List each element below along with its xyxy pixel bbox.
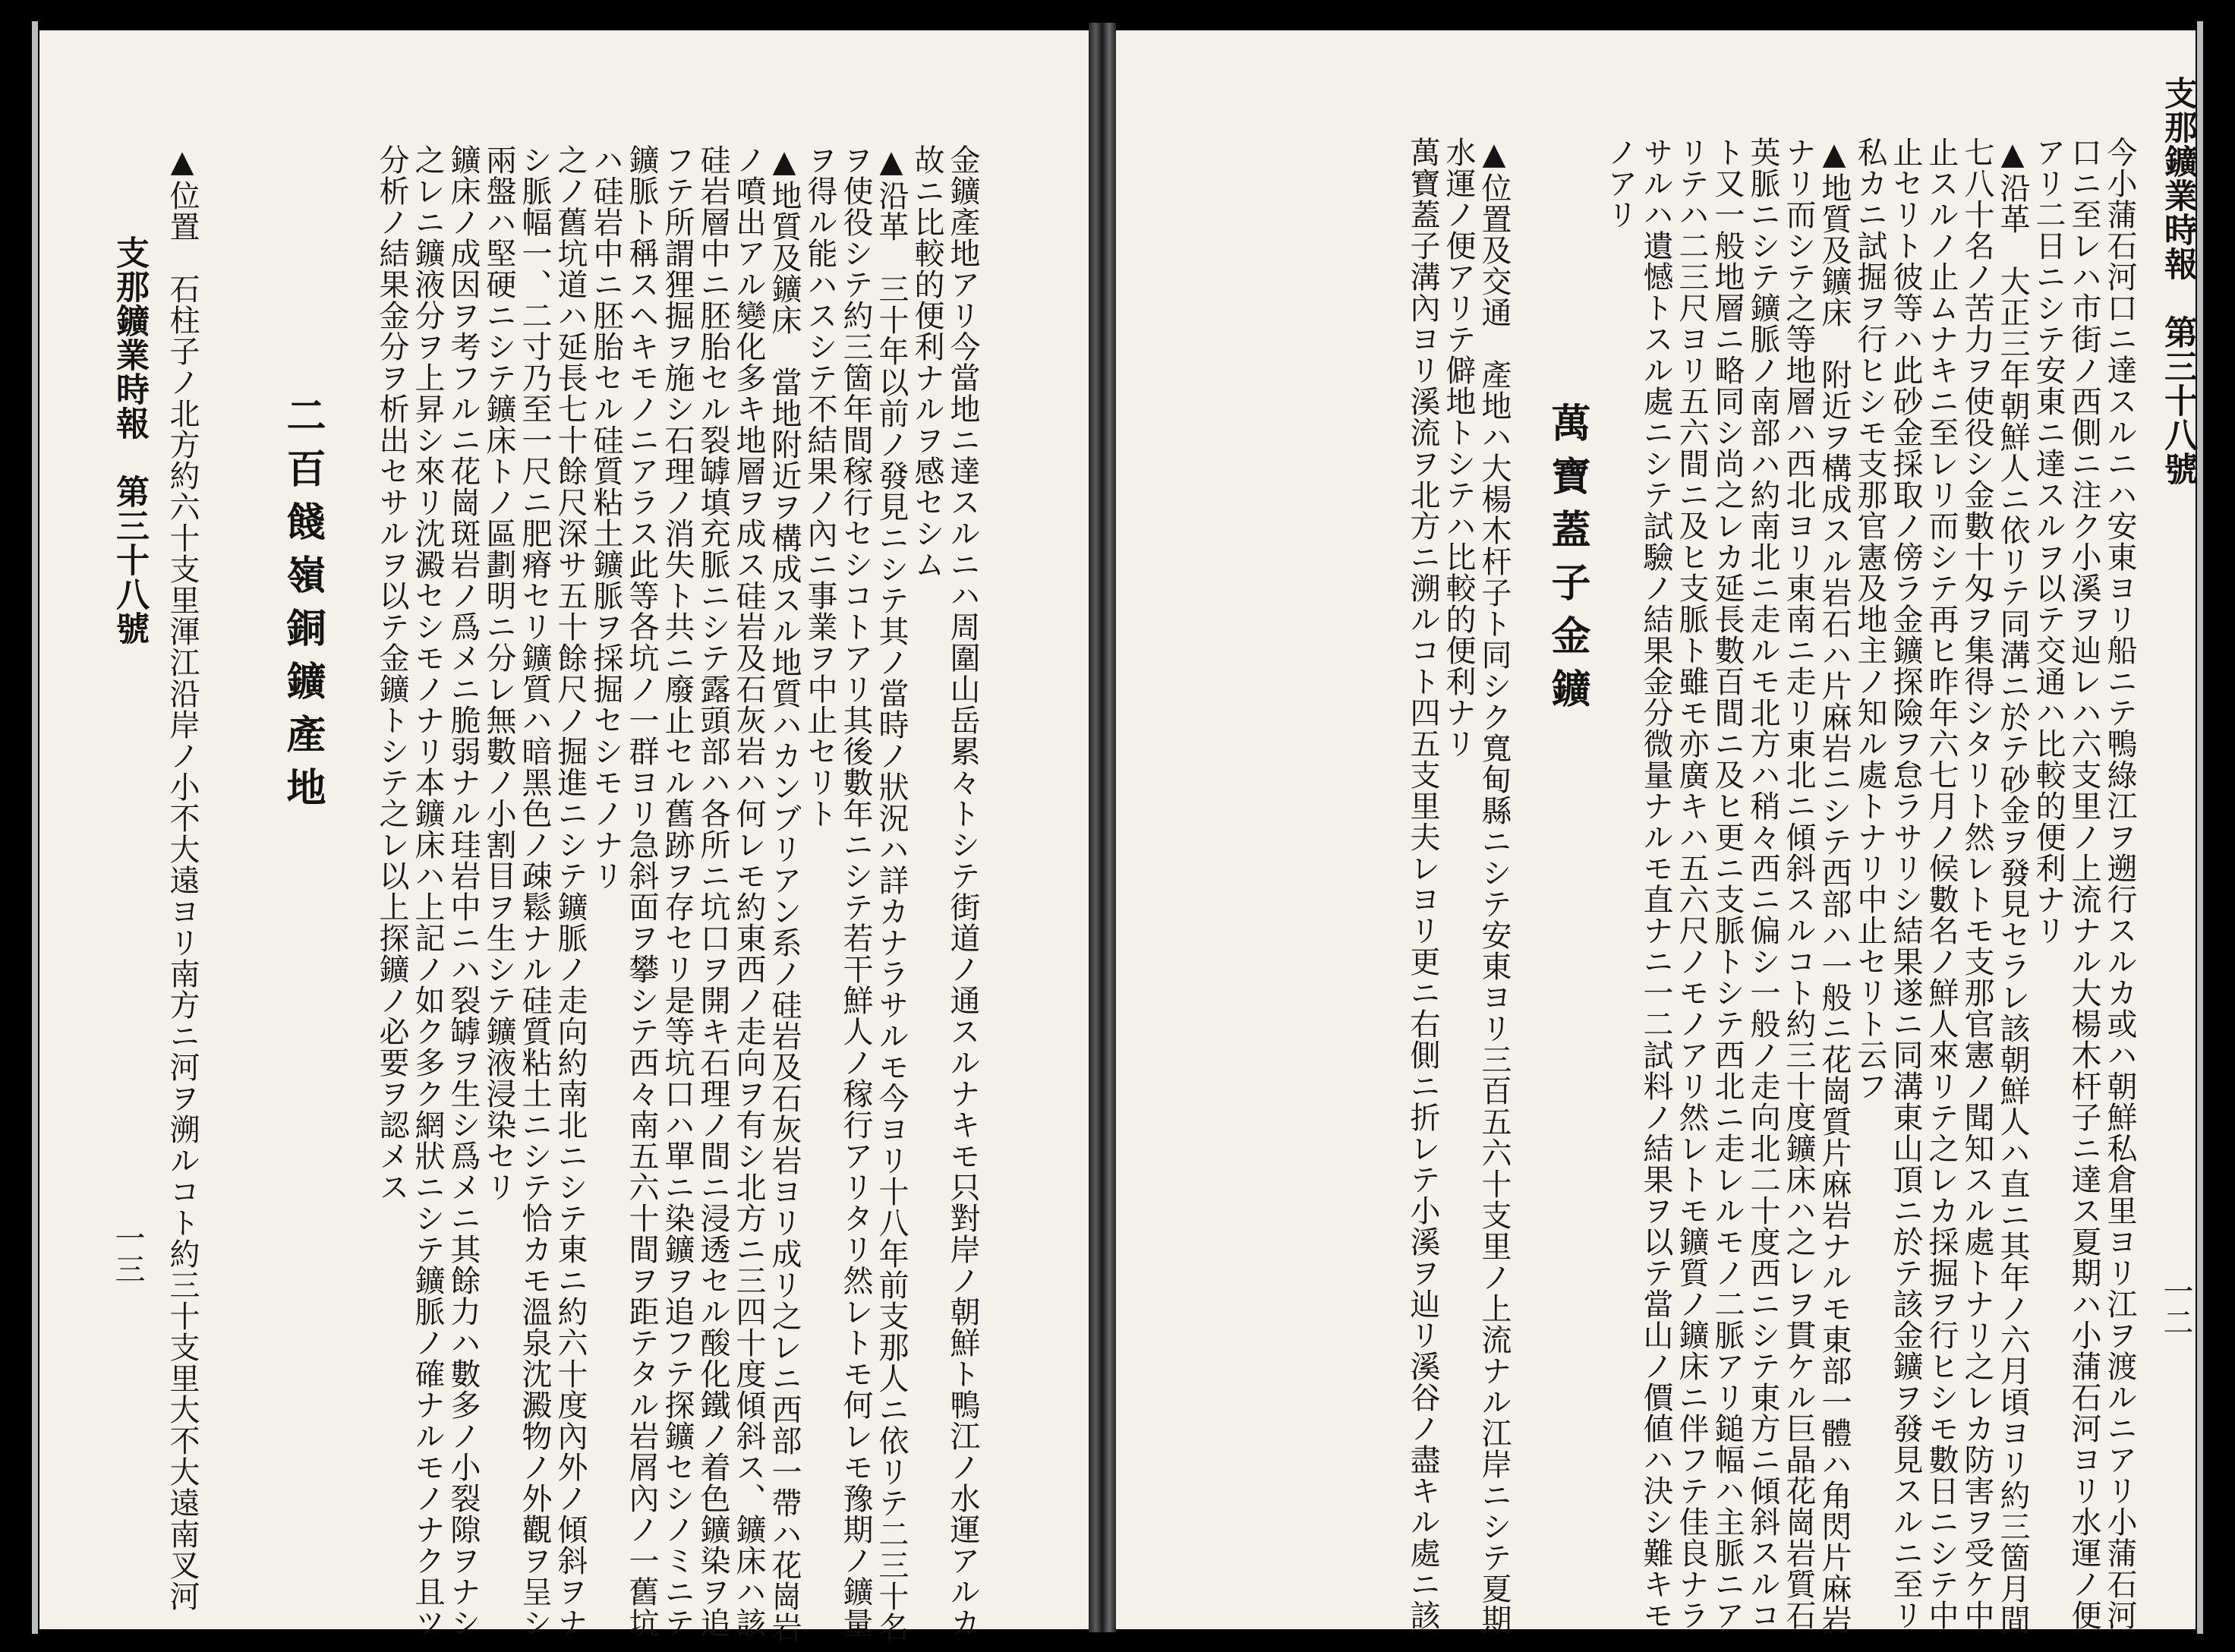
text-line: ナリ而シテ之等地層ハ西北ヨリ東南ニ走リ東北ニ傾斜スルコト約三十度鑛床ハ之レヲ貫ケル巨晶花崗岩質石 [1781,137,1816,1631]
text-line: ヲ得ル能ハスシテ不結果ノ內ニ事業ヲ中止セリト [802,144,837,829]
text-line: ハ硅岩中ニ胚胎セル硅質粘土鑛脈ヲ採掘セシモノナリ [588,144,623,891]
text-line: 私カニ試掘ヲ行ヒシモ支那官憲及地主ノ知ル處トナリ中止セリト云フ [1852,137,1887,1102]
text-line: 之ノ舊坑道ハ延長七十餘尺深サ五十餘尺ノ掘進ニシテ鑛脈ノ走向約南北ニシテ東ニ約六十度內外ノ傾斜ヲナ [553,144,588,1638]
text-line: 之レニ鑛液分ヲ上昇シ來リ沈澱セシモノナリ本鑛床ハ上記ノ如ク多ク網狀ニシテ鑛脈ノ確ナルモノナク且ツ [410,144,445,1638]
text-line: 兩盤ハ堅硬ニシテ鑛床トノ區劃明ニ分レ無數ノ小割目ヲ生シテ鑛液浸染セリ [481,144,516,1203]
text-line: 止スルノ止ムナキニ至レリ而シテ再ヒ昨年六七月ノ候數名ノ鮮人來リテ之レカ採掘ヲ行ヒシモ數日ニシテ中 [1924,137,1959,1631]
text-line: 止セリト彼等ハ此砂金採取ノ傍ラ金鑛探險ヲ怠ラサリシ結果遂ニ同溝東山頂ニ於テ該金鑛ヲ發見スルニ至リ [1888,137,1923,1631]
text-line: 鑛脈ト稱スヘキモノニアラス此等各坑ノ一群ヨリ急斜面ヲ攀シテ西々南五六十間ヲ距テタル岩屑內ノ一舊坑 [624,144,659,1638]
text-line: ト又一般地層ニ略同シ尚之レカ延長數百間ニ及ヒ更ニ支脈トシテ西北ニ走レルモノ二脈アリ鎚幅ハ主脈ニア [1710,137,1745,1631]
text-line: ▲地質及鑛床 附近ヲ構成スル岩石ハ片麻岩ニシテ西部ハ一般ニ花崗質片麻岩ナルモ東部一體ハ角閃片麻岩 [1817,137,1852,1635]
page-number: 一三 [110,1222,145,1285]
running-header: 支那鑛業時報 第三十八號 [2158,76,2197,486]
text-line: 故ニ比較的便利ナルヲ感セシム [909,144,944,580]
text-line: 英脈ニシテ鑛脈ノ南部ハ約南北ニ走ルモ北方ハ稍々西ニ偏シ一般ノ走向北二十度西ニシテ東方ニ傾斜スルコ [1745,137,1780,1631]
text-line: シ脈幅一、二寸乃至一尺ニ肥瘠セリ鑛質ハ暗黑色ノ疎鬆ナル硅質粘土ニシテ恰カモ溫泉沈澱物ノ外觀ヲ呈シ [517,144,552,1638]
text-line: ノアリ [1603,137,1638,230]
text-line: 七八十名ノ苦力ヲ使役シ金數十匁ヲ集得シタリト然レトモ支那官憲ノ聞知スル處トナリ之レカ防害ヲ受ケ中 [1959,137,1994,1631]
text-line: リテハ二三尺ヨリ五六間ニ及ヒ支脈ト雖モ亦廣キハ五六尺ノモノアリ然レトモ鑛質ノ鑛床ニ伴フテ佳良ナラ [1674,137,1709,1631]
text-line: ▲位置 石柱子ノ北方約六十支里渾江沿岸ノ小不大遠ヨリ南方ニ河ヲ溯ルコト約三十支里大不大遠南叉河 [165,144,200,1612]
section-title: 萬寶蓋子金鑛 [1544,402,1590,721]
text-line: フテ所謂狸掘ヲ施シ石理ノ消失ト共ニ廢止セル舊跡ヲ存セリ是等坑口ハ單ニ染鑛ヲ追フテ探鑛セシノミニテ [660,144,695,1638]
text-line: ▲沿革 三十年以前ノ發見ニシテ其ノ當時ノ狀況ハ詳カナラサルモ今ヨリ十八年前支那人ニ依リテ二三十名 [874,144,909,1643]
page-edge-right [2197,21,2203,1634]
text-line: ▲位置及交通 產地ハ大楊木杆子ト同シク寬甸縣ニシテ安東ヨリ三百五六十支里ノ上流ナル江岸ニシテ夏期 [1477,137,1512,1635]
running-footer: 支那鑛業時報 第三十八號 [110,235,149,645]
section-title: 二百餞嶺銅鑛產地 [279,395,326,820]
left-page [39,30,1089,1643]
right-page [1116,30,2197,1635]
text-line: ヲ使役シテ約三箇年間稼行セシコトアリ其後數年ニシテ若干鮮人ノ稼行アリタリ然レトモ何レモ豫期ノ鑛量 [838,144,873,1638]
text-line: 硅岩層中ニ胚胎セル裂罅填充脈ニシテ露頭部ハ各所ニ坑口ヲ開キ石理ノ間ニ浸透セル酸化鐵ノ着色鑛染ヲ追 [695,144,730,1638]
text-line: ▲沿革 大正三年朝鮮人ニ依リテ同溝ニ於テ砂金ヲ發見セラレ該朝鮮人ハ直ニ其年ノ六月頃ヨリ約三箇月間 [1995,137,2030,1635]
text-line: ノ噴出アル變化多キ地層ヲ成ス硅岩及石灰岩ハ何レモ約東西ノ走向ヲ有シ北方ニ三四十度傾斜ス、鑛床ハ該 [731,144,766,1638]
text-line: 萬寶蓋子溝內ヨリ溪流ヲ北方ニ溯ルコト四五支里夫レヨリ更ニ右側ニ折レテ小溪ヲ辿リ溪谷ノ盡キル處ニ該 [1405,137,1440,1631]
page-number: 一二 [2158,1275,2193,1338]
text-line: 水運ノ便アリテ僻地トシテハ比較的便利ナリ [1441,137,1476,759]
book-gutter [1089,23,1116,1632]
text-line: アリ二日ニシテ安東ニ達スルヲ以テ交通ハ比較的便利ナリ [2031,137,2066,946]
text-line: 分析ノ結果金分ヲ析出セサルヲ以テ金鑛トシテ之レ以上探鑛ノ必要ヲ認メス [374,144,409,1203]
text-line: 金鑛產地アリ今當地ニ達スルニハ周圍山岳累々トシテ街道ノ通スルナキモ只對岸ノ朝鮮ト鴨江ノ水運アルカ [945,144,980,1638]
page-edge-left [32,21,38,1634]
text-line: 今小蒲石河口ニ達スルニハ安東ヨリ船ニテ鴨綠江ヲ遡行スルカ或ハ朝鮮私倉里ヨリ江ヲ渡ルニアリ小蒲石河 [2102,137,2137,1631]
text-line: 鑛床ノ成因ヲ考フルニ花崗斑岩ノ爲メニ脆弱ナル珪岩中ニハ裂罅ヲ生シ爲メニ其餘力ハ數多ノ小裂隙ヲナシ [446,144,481,1638]
text-line: 口ニ至レハ市街ノ西側ニ注ク小溪ヲ辿レハ六支里ノ上流ナル大楊木杆子ニ達ス夏期ハ小蒲石河ヨリ水運ノ便 [2066,137,2101,1631]
text-line: サルハ遺憾トスル處ニシテ試驗ノ結果金分微量ナルモ直ナニ一二試料ノ結果ヲ以テ當山ノ價値ハ決シ難キモ [1638,137,1673,1631]
text-line: ▲地質及鑛床 當地附近ヲ構成スル地質ハカンブリアン系ノ硅岩及石灰岩ヨリ成リ之レニ西部一帶ハ花崗岩 [767,144,802,1643]
